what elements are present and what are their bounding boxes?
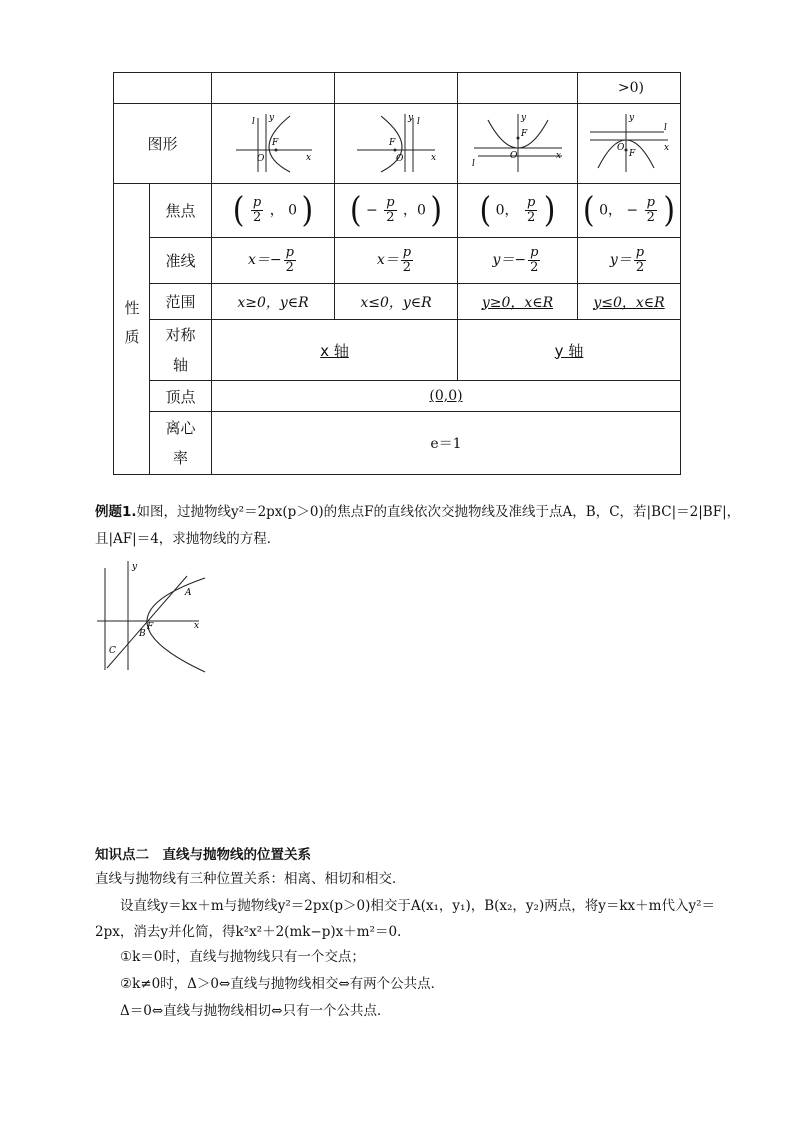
paren-close: ) bbox=[301, 190, 314, 231]
paren-open: ( bbox=[232, 190, 245, 231]
eccentricity-label bbox=[150, 412, 212, 475]
frac-den: 2 bbox=[386, 210, 395, 225]
label-A: A bbox=[185, 588, 192, 598]
range-cell-3: y≥0，x∈R bbox=[458, 284, 578, 320]
focus-sign: − bbox=[366, 202, 378, 219]
axis-label-line2: 轴 bbox=[172, 356, 188, 374]
range-cell-1: x≥0，y∈R bbox=[212, 284, 335, 320]
parabola-up-graph bbox=[468, 110, 568, 174]
example-title: 例题1. bbox=[95, 504, 137, 520]
knowledge-line4: ①k＝0时，直线与抛物线只有一个交点； bbox=[120, 949, 365, 965]
range-cell-2: x≤0，y∈R bbox=[335, 284, 458, 320]
knowledge-line2: 设直线y＝kx＋m与抛物线y²＝2px(p＞0)相交于A(x₁，y₁)，B(x₂，y₂)两点，将y＝kx＋m代入y²＝ bbox=[120, 898, 715, 914]
label-y: y bbox=[408, 112, 414, 123]
knowledge-line6: Δ＝0⇔直线与抛物线相切⇔只有一个公共点． bbox=[120, 1003, 391, 1019]
fraction bbox=[525, 196, 537, 224]
label-F: F bbox=[272, 137, 279, 148]
label-l: l bbox=[664, 122, 667, 133]
vertex-value: (0,0) bbox=[212, 381, 681, 412]
frac-num: p bbox=[402, 245, 412, 261]
directrix-row bbox=[114, 238, 681, 284]
example-figure bbox=[95, 558, 210, 673]
focus-head: 0， bbox=[495, 202, 519, 219]
directrix-cell-2 bbox=[335, 238, 458, 284]
paren-close: ) bbox=[430, 190, 443, 231]
example-line2: 且|AF|＝4，求抛物线的方程． bbox=[95, 531, 281, 547]
fraction bbox=[284, 246, 296, 274]
label-y: y bbox=[629, 112, 635, 123]
frac-num: p bbox=[386, 195, 395, 211]
paren-open: ( bbox=[349, 190, 362, 231]
parabola-right-graph bbox=[228, 110, 318, 174]
focus-cell-2 bbox=[335, 184, 458, 238]
directrix-cell-4 bbox=[578, 238, 681, 284]
fraction bbox=[401, 246, 413, 274]
frac-den: 2 bbox=[530, 260, 539, 275]
range-row bbox=[114, 284, 681, 320]
frac-den: 2 bbox=[527, 210, 536, 225]
label-x: x bbox=[664, 142, 670, 153]
focus-head: 0， − bbox=[599, 202, 639, 219]
graph-cell-up bbox=[458, 104, 578, 184]
label-F: F bbox=[629, 148, 636, 159]
label-y: y bbox=[269, 112, 275, 123]
properties-label bbox=[114, 184, 150, 475]
table-header-row bbox=[114, 73, 681, 104]
axis-cell-x: x 轴 bbox=[212, 320, 458, 381]
fraction bbox=[645, 196, 657, 224]
label-x: x bbox=[555, 150, 561, 161]
knowledge-line5: ②k≠0时，Δ＞0⇔直线与抛物线相交⇔有两个公共点． bbox=[120, 976, 445, 992]
label-l: l bbox=[417, 116, 420, 127]
axis-cell-y: y 轴 bbox=[458, 320, 681, 381]
frac-num: p bbox=[527, 195, 536, 211]
paren-open: ( bbox=[479, 190, 492, 231]
parabola-left-graph bbox=[351, 110, 441, 174]
paren-close: ) bbox=[543, 190, 556, 231]
properties-label-text: 性质 bbox=[122, 300, 141, 358]
focus-tail: ，0 bbox=[403, 202, 426, 219]
header-cell-2 bbox=[335, 73, 458, 104]
frac-num: p bbox=[252, 195, 262, 211]
frac-num: p bbox=[285, 245, 294, 261]
label-O: O bbox=[257, 153, 265, 164]
label-O: O bbox=[509, 150, 517, 161]
knowledge-line3: 2px，消去y并化简，得k²x²＋2(mk−p)x＋m²＝0. bbox=[95, 924, 402, 940]
directrix-eq: y＝− bbox=[492, 252, 527, 269]
eccentricity-value: e＝1 bbox=[212, 412, 681, 475]
graph-cell-left bbox=[335, 104, 458, 184]
parabola-down-graph bbox=[584, 110, 674, 174]
focus-tail: ， 0 bbox=[269, 202, 298, 219]
fraction bbox=[528, 246, 540, 274]
ecc-label-line2: 率 bbox=[172, 449, 188, 467]
axis-label bbox=[150, 320, 212, 381]
frac-den: 2 bbox=[285, 260, 294, 275]
label-O: O bbox=[396, 153, 404, 164]
directrix-cell-1 bbox=[212, 238, 335, 284]
paren-close: ) bbox=[663, 190, 676, 231]
knowledge-heading: 知识点二 直线与抛物线的位置关系 bbox=[95, 847, 311, 863]
axis-row bbox=[114, 320, 681, 381]
frac-den: 2 bbox=[252, 210, 262, 225]
focus-cell-1 bbox=[212, 184, 335, 238]
graph-row bbox=[114, 104, 681, 184]
ecc-label-line1: 离心 bbox=[165, 419, 196, 437]
focus-cell-3 bbox=[458, 184, 578, 238]
focus-row bbox=[114, 184, 681, 238]
frac-den: 2 bbox=[635, 260, 645, 275]
header-cell-0 bbox=[114, 73, 212, 104]
focus-cell-4 bbox=[578, 184, 681, 238]
label-y: y bbox=[520, 112, 526, 123]
label-l: l bbox=[252, 116, 255, 127]
range-label: 范围 bbox=[150, 284, 212, 320]
header-cell-3 bbox=[458, 73, 578, 104]
graph-cell-right bbox=[212, 104, 335, 184]
directrix-eq: y＝ bbox=[609, 252, 632, 269]
directrix-cell-3 bbox=[458, 238, 578, 284]
header-cell-1 bbox=[212, 73, 335, 104]
frac-num: p bbox=[635, 245, 645, 261]
fraction bbox=[384, 196, 396, 224]
header-cell-4: >0) bbox=[578, 73, 681, 104]
vertex-label: 顶点 bbox=[150, 381, 212, 412]
label-O: O bbox=[617, 142, 625, 153]
label-x: x bbox=[194, 621, 200, 631]
directrix-label: 准线 bbox=[150, 238, 212, 284]
label-y: y bbox=[132, 562, 138, 572]
directrix-eq: x＝ bbox=[376, 252, 399, 269]
graph-row-label: 图形 bbox=[114, 104, 212, 184]
label-F: F bbox=[389, 137, 396, 148]
label-C: C bbox=[109, 646, 116, 656]
frac-num: p bbox=[530, 245, 539, 261]
axis-label-line1: 对称 bbox=[165, 326, 196, 344]
label-x: x bbox=[306, 152, 312, 163]
frac-num: p bbox=[646, 195, 655, 211]
parabola-properties-table bbox=[113, 72, 681, 475]
directrix-eq: x＝− bbox=[248, 252, 282, 269]
label-B: B bbox=[139, 629, 146, 639]
frac-den: 2 bbox=[646, 210, 655, 225]
label-F: F bbox=[520, 128, 527, 139]
label-x: x bbox=[431, 152, 437, 163]
graph-cell-down bbox=[578, 104, 681, 184]
knowledge-line1: 直线与抛物线有三种位置关系：相离、相切和相交． bbox=[95, 871, 406, 887]
focus-label: 焦点 bbox=[150, 184, 212, 238]
fraction bbox=[251, 196, 263, 224]
eccentricity-row bbox=[114, 412, 681, 475]
example-text-1: 如图，过抛物线y²＝2px(p＞0)的焦点F的直线依次交抛物线及准线于点A，B，C，若|BC|＝2|BF|， bbox=[136, 504, 741, 520]
example-line1 bbox=[95, 502, 740, 522]
frac-den: 2 bbox=[402, 260, 412, 275]
label-F: F bbox=[147, 622, 154, 632]
label-l: l bbox=[471, 158, 475, 169]
range-cell-4: y≤0，x∈R bbox=[578, 284, 681, 320]
paren-open: ( bbox=[582, 190, 595, 231]
vertex-row bbox=[114, 381, 681, 412]
fraction bbox=[634, 246, 646, 274]
